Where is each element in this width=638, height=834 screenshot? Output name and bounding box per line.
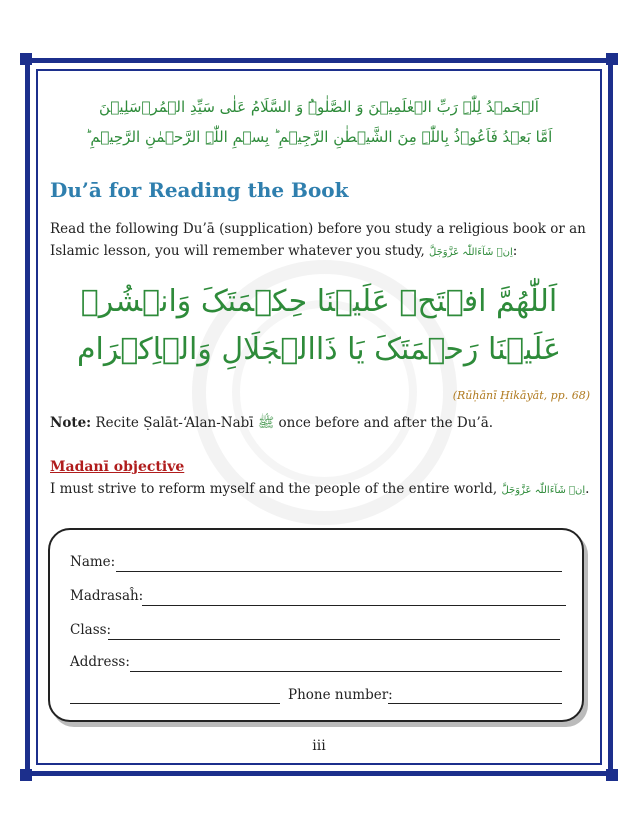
name-field[interactable] [116, 571, 562, 572]
intro-text: Read the following Du’ā (supplication) before you study a religious book or an Islamic lesson, you will remember whatever you study, [50, 221, 586, 259]
page-number: iii [312, 738, 326, 754]
section-title: Du’ā for Reading the Book [50, 178, 349, 202]
intro-arabic-phrase: اِنۡ شَآءَاللّٰہ عَزَّوَجَلَّ [429, 247, 513, 258]
corner-ornament [20, 769, 32, 781]
corner-ornament [606, 53, 618, 65]
student-info-form [48, 528, 584, 722]
intro-end: : [512, 243, 518, 259]
dua-reference: (Rūḥānī Ḥikāyāt, pp. 68) [452, 389, 590, 402]
note-text-before: Recite Ṣalāt-‘Alan-Nabī [95, 415, 254, 431]
madrasah-label: Madrasaĥ: [70, 588, 144, 604]
intro-paragraph [50, 218, 590, 264]
phone-label: Phone number: [288, 687, 393, 703]
address-label: Address: [70, 654, 130, 670]
phone-field[interactable] [388, 703, 562, 704]
class-field[interactable] [108, 639, 560, 640]
salutation-symbol: ﷺ [257, 415, 275, 431]
corner-ornament [20, 53, 32, 65]
class-label: Class: [70, 622, 112, 638]
signature-field[interactable] [70, 703, 280, 704]
note-label: Note: [50, 415, 92, 431]
note-text-after: once before and after the Du’ā. [278, 415, 494, 431]
watermark-seal-inner [232, 300, 417, 485]
objective-end: . [585, 481, 590, 497]
objective-line [50, 481, 589, 497]
dua-line-1: اَللّٰھُمَّ افۡتَحۡ عَلَیۡنَا حِکۡمَتَکَ وَانۡشُرۡ [80, 284, 558, 319]
objective-title: Madanī objective [50, 459, 185, 475]
name-label: Name: [70, 554, 116, 570]
arabic-header-line-1: اَلۡحَمۡدُ لِلّٰہِ رَبِّ الۡعٰلَمِیۡنَ وَ الصَّلٰوۃُ وَ السَّلَامُ عَلٰی سَیِّدِ الۡمُرۡسَلِیۡنَ [99, 98, 539, 116]
objective-text: I must strive to reform myself and the people of the entire world, [50, 481, 498, 497]
address-field[interactable] [130, 671, 562, 672]
corner-ornament [606, 769, 618, 781]
objective-arabic-phrase: اِنۡ شَآءَاللّٰہ عَزَّوَجَلَّ [501, 485, 586, 496]
note-line [50, 414, 493, 434]
arabic-header-line-2: اَمَّا بَعۡدُ فَاَعُوۡذُ بِاللّٰہِ مِنَ الشَّیۡطٰنِ الرَّجِیۡمِ ؕ بِسۡمِ اللّٰہِ الرَّحۡمٰنِ الرَّحِیۡمِ ؕ [85, 128, 553, 146]
madrasah-field[interactable] [142, 605, 566, 606]
dua-line-2: عَلَیۡنَا رَحۡمَتَکَ یَا ذَاالۡجَلَالِ وَالۡاِکۡرَام [76, 332, 562, 367]
